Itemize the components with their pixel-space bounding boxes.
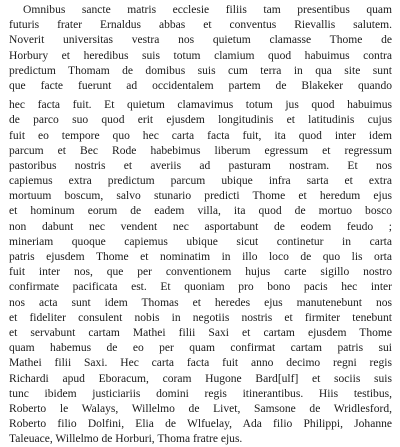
text-line: et fideliter consulent nobis in negotiis nostris et firmiter tenebunt [9, 311, 392, 324]
text-line: mortuum boscum, salvo stunario predicti Thome et heredum ejus [9, 190, 392, 203]
text-line: mineriam quoque capiemus ubique sicut continetur in carta [9, 235, 392, 248]
text-line: Omnibus sancte matris ecclesie filiis tam presentibus quam [23, 4, 392, 16]
text-line: parcum et Bec Rode habebimus liberum egressum et regressum [9, 144, 392, 157]
text-line: et hominum eorum de eadem villa, ita quod de mortuo bosco [9, 205, 392, 218]
text-line: fuit eo tempore quo hec carta facta fuit, ita quod inter idem [9, 129, 392, 142]
text-line: hec facta fuit. Et quietum clamavimus totum jus quod habuimus [9, 99, 392, 112]
text-line: Taleuace, Willelmo de Horburi, Thoma fratre ejus. [9, 433, 243, 446]
text-line: confirmate pacificata est. Et quoniam pro bono pacis hec inter [9, 281, 392, 294]
text-line: Noverit universitas vestra nos quietum clamasse Thome de [9, 34, 392, 47]
text-line: et servabunt cartam Mathei filii Saxi et cartam ejusdem Thome [9, 326, 392, 339]
text-line: Mathei filii Saxi. Hec carta facta fuit anno decimo regni regis [9, 357, 392, 370]
text-line: predictum Thomam de domibus suis cum terra in qua site sunt [9, 64, 392, 77]
text-line: Richardi apud Eboracum, coram Hugone Bard[ulf] et sociis suis [9, 372, 392, 385]
text-line: patris ejusdem Thome et nominatim in illo loco de quo lis orta [9, 251, 392, 263]
text-line: Roberto filio Dolfini, Elia de Wlfuelay, Ada filio Philippi, Johanne [9, 418, 392, 431]
text-line: capiemus extra predictum parcum ubique infra sarta et extra [9, 175, 392, 188]
text-line: nos acta sunt idem Thomas et heredes ejus manutenebunt nos [9, 296, 392, 309]
text-line: fuit inter nos, que per conventionem hujus carte sigillo nostro [9, 266, 392, 279]
text-line: quam habemus de eo per quam confirmat cartam patris sui [9, 342, 392, 355]
text-line: tunc ibidem justiciariis domini regis itinerantibus. Hiis testibus, [9, 387, 392, 400]
text-line: Horbury et heredibus suis totum clamium quod habuimus contra [9, 49, 392, 62]
text-line: de parco suo quod erit ejusdem longitudinis et latitudinis cujus [9, 114, 392, 127]
text-line: non dabunt nec vendent nec asportabunt de eodem feudo ; [9, 220, 392, 233]
text-line: pastoribus nostris et averiis ad pasturam nostram. Et nos [9, 159, 392, 172]
text-line: que facte fuerunt ad occidentalem partem de Blakeker quando [9, 79, 392, 92]
text-line: Roberto le Walays, Willelmo de Livet, Samsone de Wridlesford, [9, 402, 392, 415]
text-line: futuris frater Ernaldus abbas et conventus Rievallis salutem. [9, 19, 392, 32]
